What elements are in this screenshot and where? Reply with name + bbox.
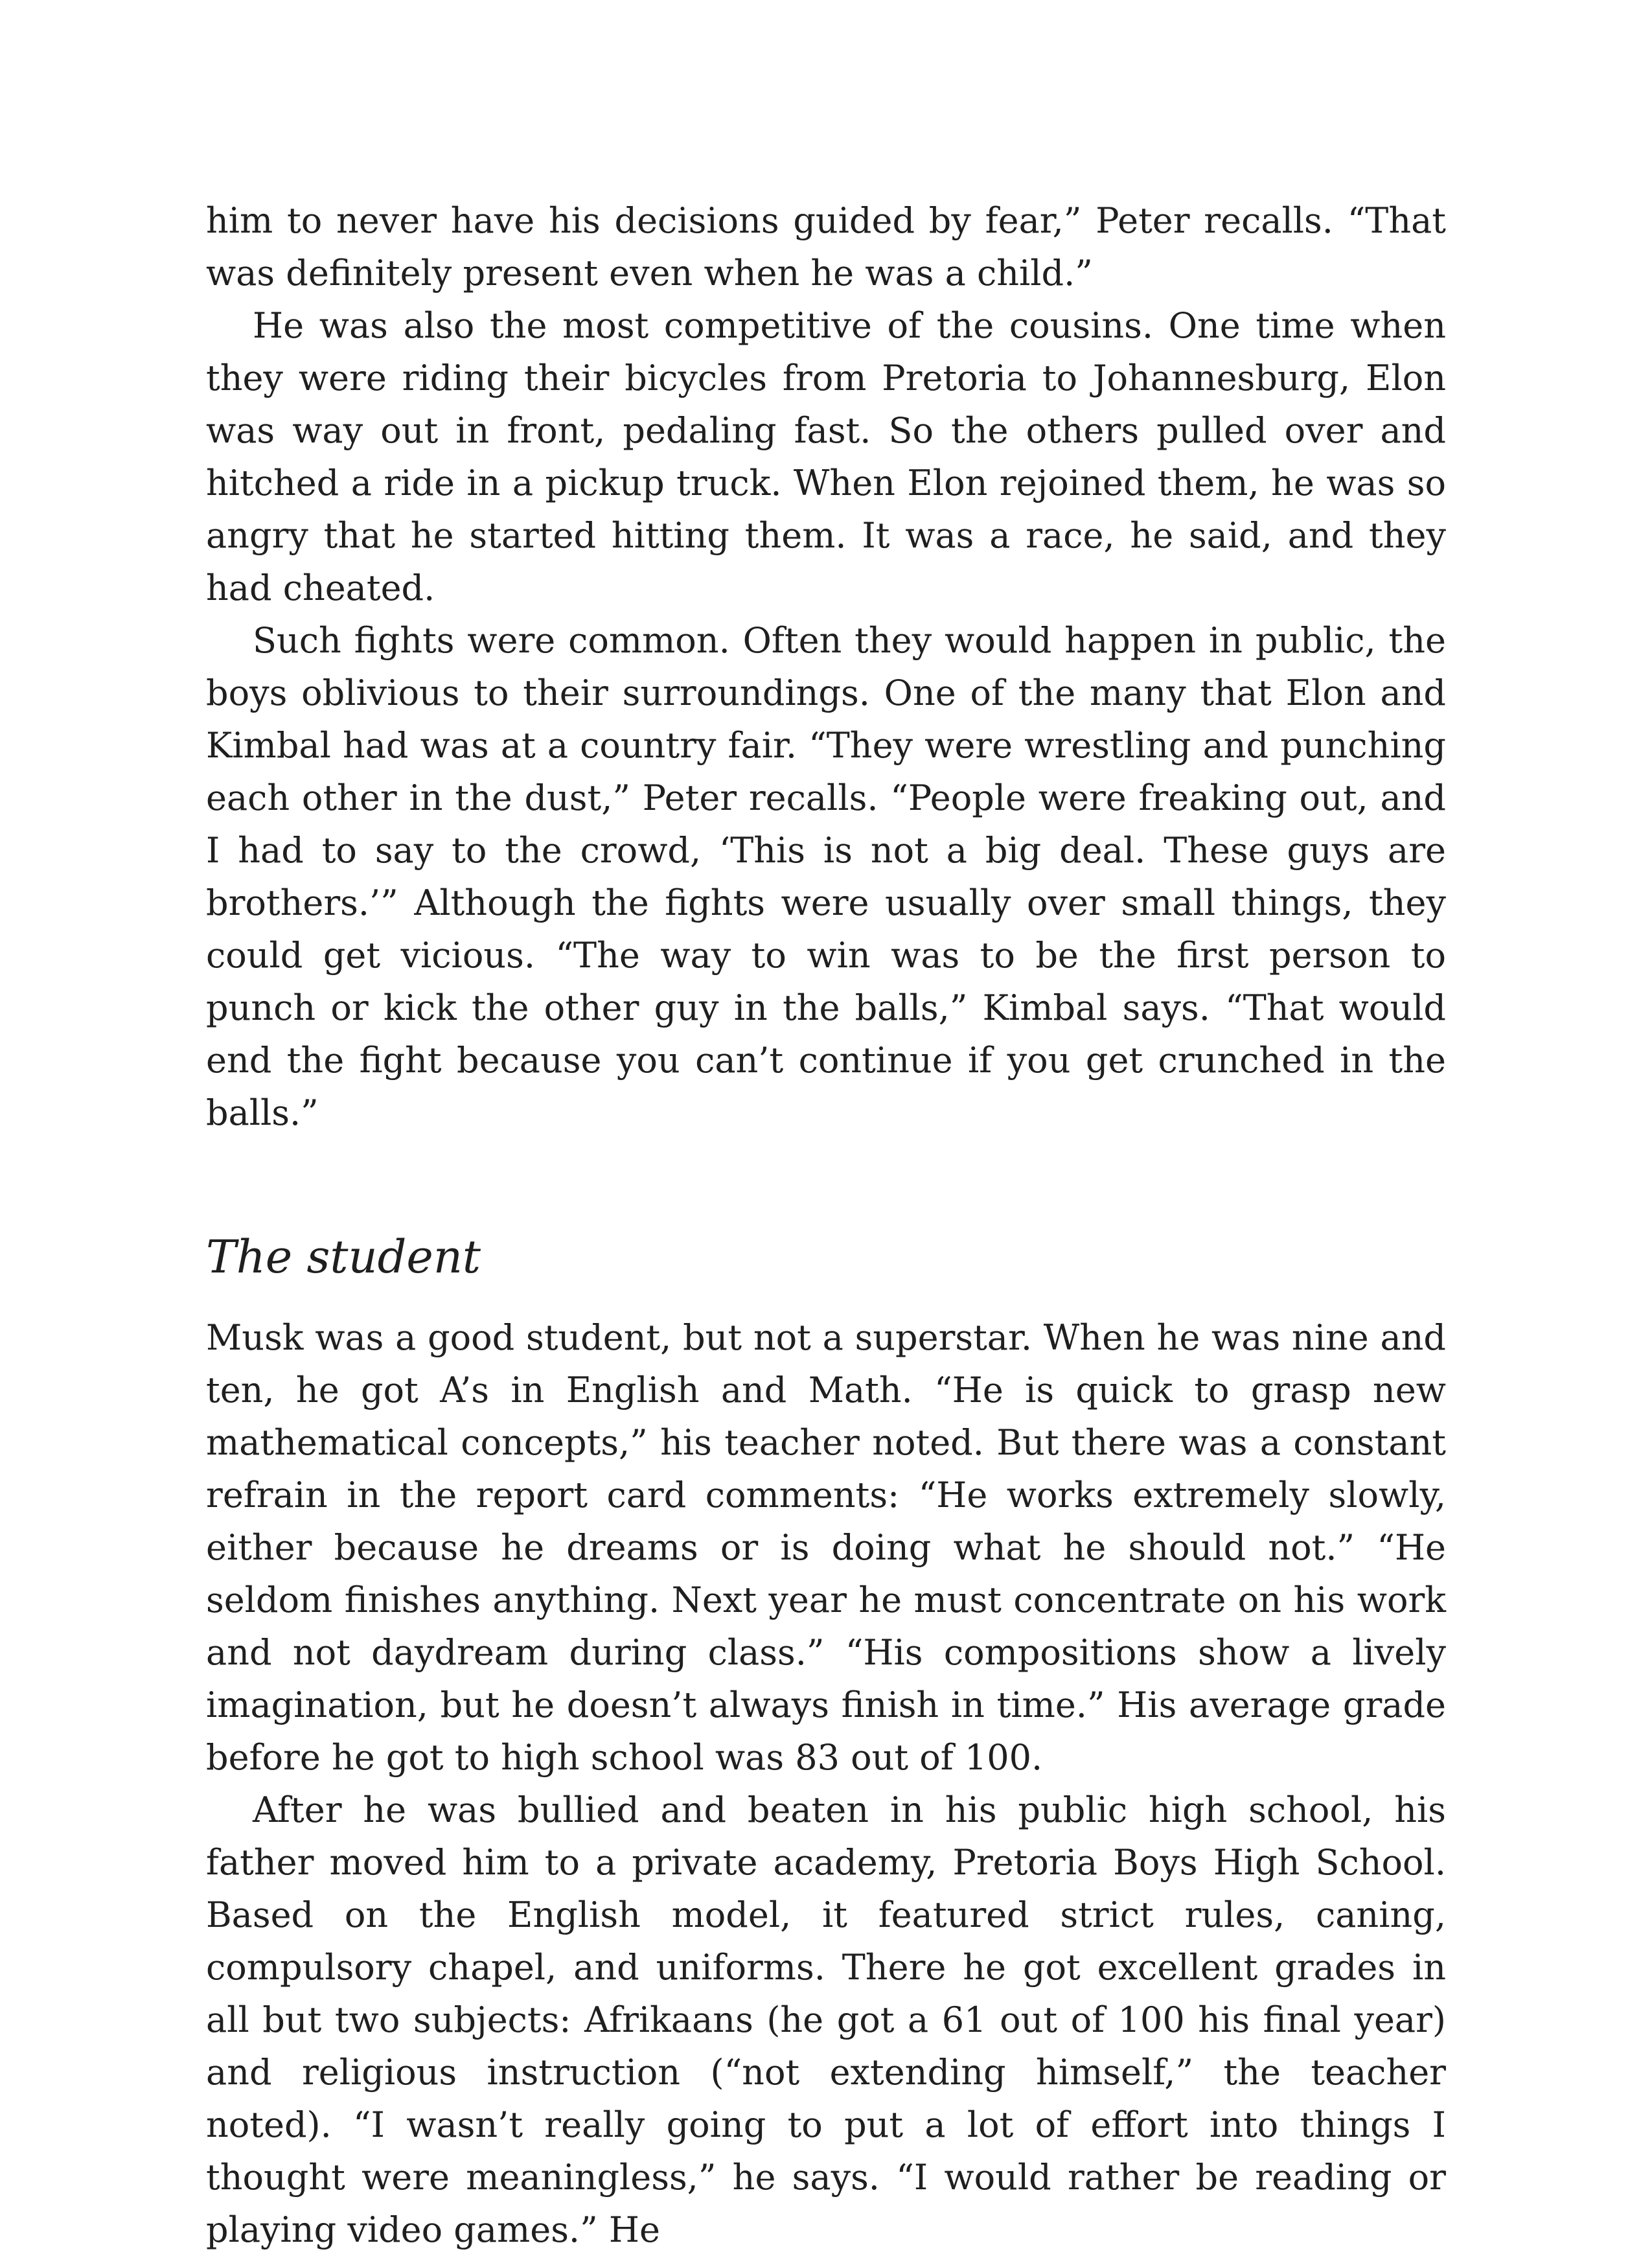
paragraph-fights: Such fights were common. Often they would happen in public, the boys oblivious to their surroundings. One of the many that Elon and Kimbal had was at a country fair. “They were wrestling and punching each other in the dust,” Peter recalls. “People were freaking out, and I had to say to the crowd, ‘This is not a big deal. These guys are brothers.’” Although the fights were usually over small things, they could get vicious. “The way to win was to be the first person to punch or kick the other guy in the balls,” Kimbal says. “That would end the fight because you can’t continue if you get crunched in the balls.”: [206, 620, 1446, 1133]
paragraph-continuation: him to never have his decisions guided by fear,” Peter recalls. “That was definitely present even when he was a child.”: [206, 200, 1446, 294]
paragraph-good-student: Musk was a good student, but not a superstar. When he was nine and ten, he got A’s in English and Math. “He is quick to grasp new mathematical concepts,” his teacher noted. But there was a constant refrain in the report card comments: “He works extremely slowly, either because he dreams or is doing what he should not.” “He seldom finishes anything. Next year he must concentrate on his work and not daydream during class.” “His compositions show a lively imagination, but he doesn’t always finish in time.” His average grade before he got to high school was 83 out of 100.: [206, 1317, 1446, 1778]
paragraph-competitive-cousins: He was also the most competitive of the cousins. One time when they were riding their bicycles from Pretoria to Johannesburg, Elon was way out in front, pedaling fast. So the others pulled over and hitched a ride in a pickup truck. When Elon rejoined them, he was so angry that he started hitting them. It was a race, he said, and they had cheated.: [206, 305, 1446, 608]
section-heading: The student: [206, 1230, 481, 1283]
book-page: [206, 194, 1446, 2256]
paragraph-private-academy: After he was bullied and beaten in his public high school, his father moved him to a private academy, Pretoria Boys High School. Based on the English model, it featured strict rules, caning, compulsory chapel, and uniforms. There he got excellent grades in all but two subjects: Afrikaans (he got a 61 out of 100 his final year) and religious instruction (“not extending himself,” the teacher noted). “I wasn’t really going to put a lot of effort into things I thought were meaningless,” he says. “I would rather be reading or playing video games.” He: [206, 1790, 1446, 2250]
